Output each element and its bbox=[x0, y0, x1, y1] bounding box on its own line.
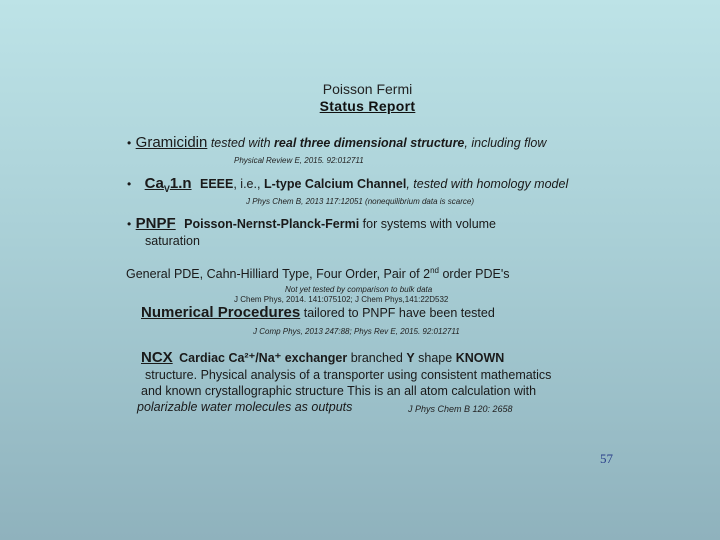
gramicidin-name: Gramicidin bbox=[135, 134, 208, 151]
pnpf-name: PNPF bbox=[135, 215, 176, 232]
ncx-text-a: branched bbox=[347, 351, 407, 365]
cav-text-b: L-type Calcium Channel bbox=[263, 177, 407, 191]
gramicidin-reference: Physical Review E, 2015. 92:012711 bbox=[234, 156, 364, 165]
numerical-reference: J Comp Phys, 2013 247:88; Phys Rev E, 2015. 92:012711 bbox=[253, 327, 460, 336]
bullet-icon: • bbox=[127, 177, 132, 191]
cav-eeee: EEEE bbox=[200, 177, 234, 191]
ncx-line-2: structure. Physical analysis of a transporter using consistent mathematics bbox=[145, 368, 552, 382]
numerical-line bbox=[141, 304, 495, 322]
cav-line bbox=[127, 175, 568, 194]
gramicidin-line bbox=[127, 134, 546, 152]
pnpf-text-a: for systems with volume bbox=[359, 217, 497, 231]
ncx-line-4: polarizable water molecules as outputs bbox=[137, 400, 353, 414]
numerical-name: Numerical Procedures bbox=[141, 304, 301, 321]
cav-reference: J Phys Chem B, 2013 117:12051 (nonequilibrium data is scarce) bbox=[246, 197, 474, 206]
cav-text-a: , i.e., bbox=[233, 177, 264, 191]
gramicidin-text-a: tested with bbox=[207, 136, 275, 150]
bullet-icon: • bbox=[127, 217, 132, 231]
page-number: 57 bbox=[600, 451, 613, 466]
cav-text-c: , tested with homology model bbox=[406, 177, 569, 191]
pnpf-line bbox=[127, 215, 496, 233]
gramicidin-text-c: , including flow bbox=[464, 136, 547, 150]
general-pde-line: General PDE, Cahn-Hilliard Type, Four Order, Pair of 2nd order PDE's bbox=[126, 266, 510, 282]
ncx-text-b: shape bbox=[414, 351, 456, 365]
pnpf-text-b: saturation bbox=[145, 234, 200, 248]
ncx-description: Cardiac Ca²⁺/Na⁺ exchanger bbox=[179, 351, 348, 365]
pnpf-full-name: Poisson-Nernst-Planck-Fermi bbox=[184, 217, 360, 231]
ncx-reference: J Phys Chem B 120: 2658 bbox=[408, 404, 513, 414]
ncx-name: NCX bbox=[141, 349, 173, 366]
cav-name: $Ca_V1.n$ bbox=[144, 175, 192, 194]
ncx-y: Y bbox=[406, 351, 415, 365]
general-reference: J Chem Phys, 2014. 141:075102; J Chem Phys,141:22D532 bbox=[234, 295, 449, 304]
general-note: Not yet tested by comparison to bulk data bbox=[285, 285, 433, 294]
ncx-line-3: and known crystallographic structure This is an all atom calculation with bbox=[141, 384, 537, 398]
bullet-icon: • bbox=[127, 136, 132, 150]
gramicidin-text-b: real three dimensional structure bbox=[274, 136, 465, 150]
slide-subtitle: Status Report bbox=[319, 98, 416, 114]
slide-title: Poisson Fermi bbox=[322, 81, 413, 97]
ncx-known: KNOWN bbox=[455, 351, 505, 365]
numerical-text: tailored to PNPF have been tested bbox=[300, 306, 495, 320]
ncx-line bbox=[141, 349, 504, 367]
